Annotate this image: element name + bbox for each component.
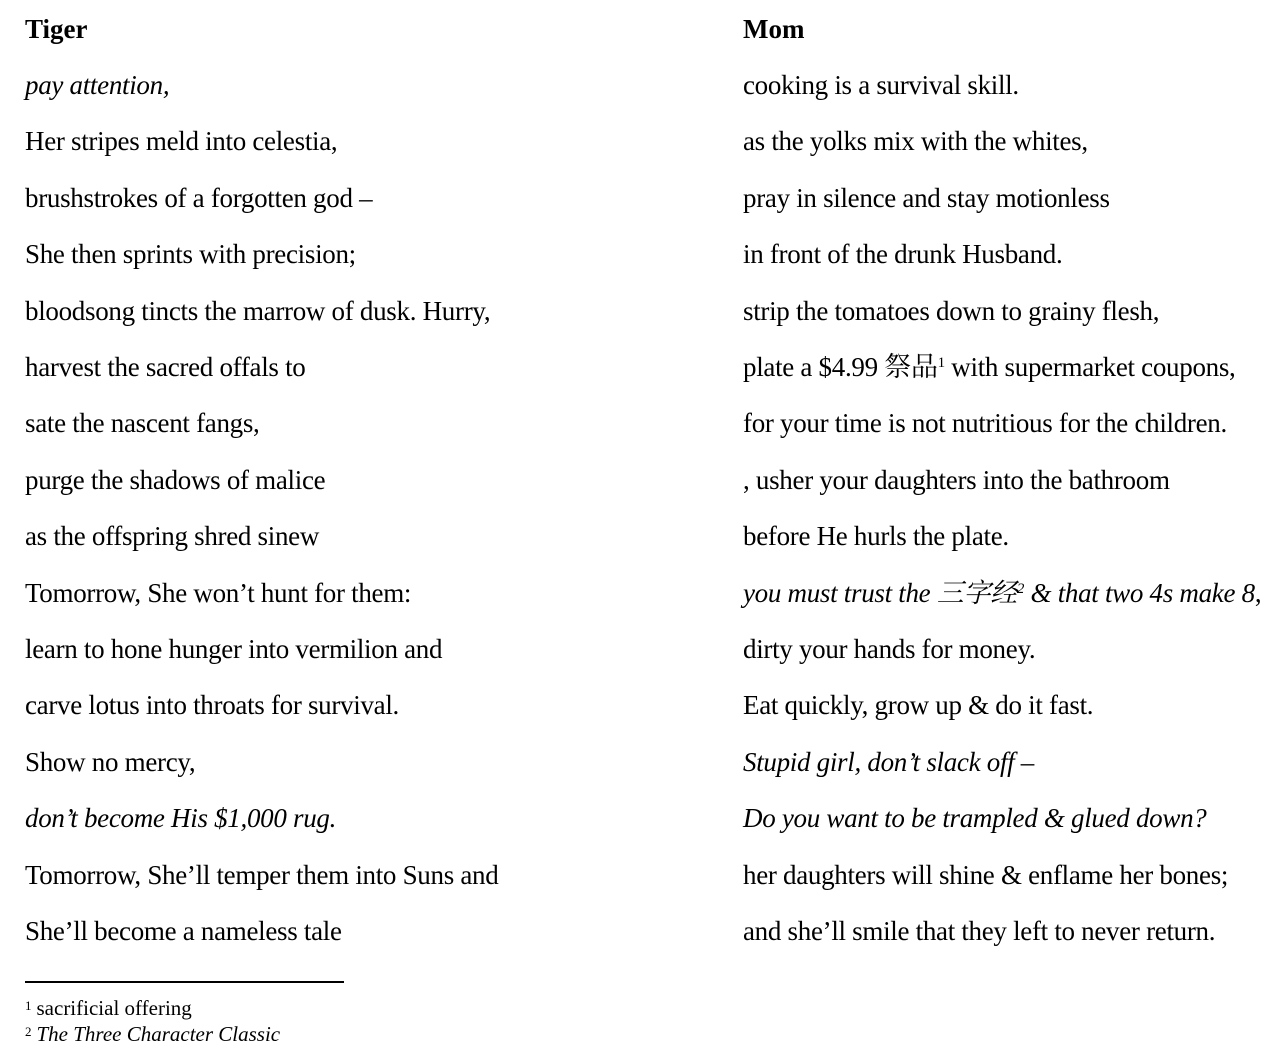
line-punctuation: ,	[1254, 577, 1262, 608]
line-text: dirty your hands for money.	[743, 634, 1036, 664]
poem-line	[25, 858, 498, 892]
poem-line	[743, 519, 1009, 553]
line-text-continued: & that two 4s make 8	[1024, 577, 1255, 608]
line-text: bloodsong tincts the marrow of dusk. Hurry,	[25, 295, 491, 326]
line-text: brushstrokes of a forgotten god –	[25, 182, 373, 213]
poem-line	[25, 463, 325, 497]
poem-line	[743, 463, 1170, 497]
poem-line	[743, 294, 1159, 328]
line-text: Tomorrow, She won’t hunt for them:	[25, 577, 412, 608]
poem-line	[743, 350, 1236, 384]
line-text: cooking is a survival skill.	[743, 70, 1019, 100]
poem-line	[25, 576, 411, 610]
poem-line	[25, 350, 306, 384]
footnote-number: 1	[25, 998, 32, 1013]
line-text: She’ll become a nameless tale	[25, 916, 342, 946]
poem-line	[743, 858, 1228, 892]
line-text: harvest the sacred offals to	[25, 352, 306, 382]
line-text: pay attention,	[25, 70, 170, 100]
line-text: Eat quickly, grow up & do it fast.	[743, 690, 1094, 721]
line-text: plate a $4.99 祭品	[743, 352, 938, 382]
poem-line	[25, 237, 356, 271]
line-text: learn to hone hunger into vermilion and	[25, 634, 443, 664]
poem-line	[25, 68, 169, 102]
line-text: She then sprints with precision;	[25, 239, 356, 270]
poem-line	[743, 745, 1034, 779]
poem-line	[25, 124, 337, 158]
poem-line	[25, 632, 442, 666]
poem-line	[743, 576, 1261, 610]
line-text: , usher your daughters into the bathroom	[743, 464, 1170, 495]
poem-line	[743, 914, 1215, 948]
poem-title: Mom	[743, 14, 805, 44]
poem-line	[743, 406, 1227, 440]
line-text: purge the shadows of malice	[25, 464, 326, 495]
poem-title: Tiger	[25, 14, 88, 44]
poem-line	[743, 181, 1110, 215]
footnote-number: 2	[25, 1024, 32, 1039]
poem-line	[743, 801, 1206, 835]
poem-line	[25, 181, 372, 215]
footnote-reference: 2	[1016, 580, 1025, 597]
footnote-2	[25, 1022, 280, 1046]
footnote-divider	[25, 981, 344, 983]
line-text: don’t become His $1,000 rug.	[25, 803, 337, 834]
poem-line	[743, 124, 1088, 158]
poem-line	[743, 632, 1035, 666]
line-text: Tomorrow, She’ll temper them into Suns and	[25, 859, 499, 890]
line-text: Her stripes meld into celestia,	[25, 126, 338, 157]
line-text: in front of the drunk Husband.	[743, 239, 1063, 270]
line-text: before He hurls the plate.	[743, 521, 1009, 552]
line-text: Stupid girl, don’t slack off –	[743, 746, 1034, 777]
line-text: her daughters will shine & enflame her bones;	[743, 859, 1229, 890]
line-text: you must trust the 三字经	[743, 577, 1017, 608]
line-text: for your time is not nutritious for the children.	[743, 408, 1227, 439]
line-text: Show no mercy,	[25, 746, 196, 777]
line-text: carve lotus into throats for survival.	[25, 690, 400, 721]
footnote-text: sacrificial offering	[36, 996, 192, 1020]
poem-line	[25, 801, 336, 835]
poem-line	[25, 406, 260, 440]
footnote-1	[25, 996, 192, 1020]
line-text: strip the tomatoes down to grainy flesh,	[743, 295, 1160, 326]
poem-line	[743, 237, 1062, 271]
line-text-continued: with supermarket coupons,	[944, 352, 1236, 382]
poem-line	[25, 294, 490, 328]
line-text: sate the nascent fangs,	[25, 408, 260, 439]
poem-line	[25, 745, 195, 779]
poem-line	[743, 68, 1019, 102]
line-text: pray in silence and stay motionless	[743, 182, 1110, 213]
footnote-text: The Three Character Classic	[36, 1022, 281, 1046]
poem-line	[25, 914, 342, 948]
line-text: as the yolks mix with the whites,	[743, 126, 1088, 157]
line-text: as the offspring shred sinew	[25, 521, 320, 552]
poem-line	[743, 688, 1093, 722]
line-text: Do you want to be trampled & glued down?	[743, 803, 1207, 834]
poem-line	[25, 519, 319, 553]
line-text: and she’ll smile that they left to never return.	[743, 916, 1216, 946]
footnote-reference: 1	[937, 355, 945, 371]
poem-line	[25, 688, 399, 722]
